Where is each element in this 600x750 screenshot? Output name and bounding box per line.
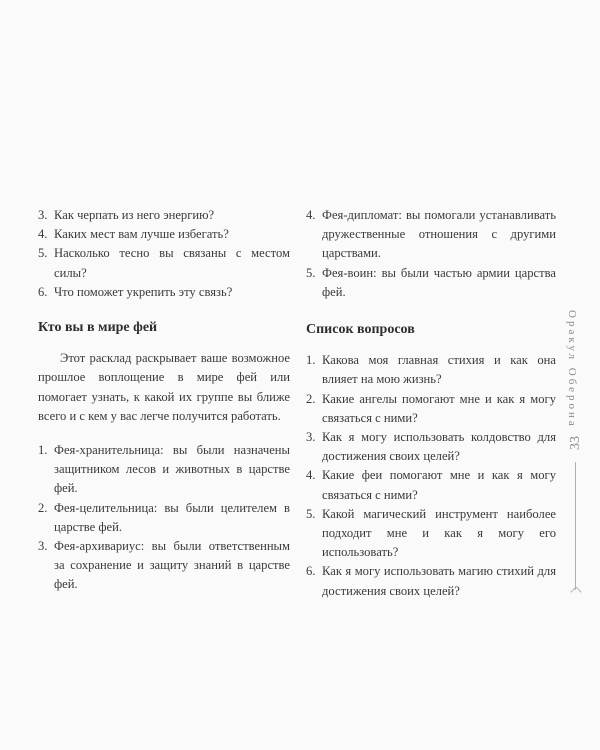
- list-item: [38, 283, 290, 302]
- list-text: Что поможет укрепить эту связь?: [54, 284, 233, 299]
- list-text: Насколько тесно вы связаны с местом силы?: [54, 246, 290, 280]
- list-text: Фея-целительница: вы были целителем в царстве фей.: [54, 500, 290, 534]
- questions-list-continued: [38, 206, 290, 302]
- questions-list: [306, 351, 556, 601]
- list-text: Как я могу использовать магию стихий для достижения своих целей?: [322, 564, 556, 598]
- list-item: [38, 499, 290, 537]
- fae-types-list: [38, 441, 290, 595]
- list-item: [38, 244, 290, 282]
- list-number: 2.: [306, 391, 316, 406]
- list-item: [38, 537, 290, 595]
- list-item: [306, 390, 556, 428]
- list-number: 1.: [38, 443, 48, 458]
- list-number: 6.: [38, 284, 48, 299]
- list-text: Фея-хранительница: вы были назначены защитником лесов и животных в царстве фей.: [54, 443, 290, 496]
- list-number: 3.: [306, 430, 316, 445]
- left-column: [38, 206, 290, 595]
- list-number: 5.: [38, 246, 48, 261]
- list-number: 3.: [38, 208, 48, 222]
- list-text: Фея-воин: вы были частью армии царства фей.: [322, 265, 556, 299]
- section-heading: Список вопросов: [306, 322, 415, 338]
- arrow-icon: [570, 586, 581, 597]
- decorative-line: [575, 462, 576, 590]
- list-number: 3.: [38, 539, 48, 554]
- intro-paragraph: Этот расклад раскрывает ваше возможное прошлое воплощение в мире фей или помогает узнать, к какой их группе вы ближе всего и с кем у вас легче получится работать.: [38, 351, 290, 423]
- list-text: Фея-архивариус: вы были ответственным за сохранение и защиту знаний в царстве фей.: [54, 539, 290, 592]
- list-number: 4.: [38, 227, 48, 242]
- list-item: [306, 505, 556, 563]
- list-item: [38, 225, 290, 244]
- list-item: [306, 562, 556, 600]
- section-heading: Кто вы в мире фей: [38, 320, 158, 336]
- right-column: [306, 206, 556, 601]
- running-title: Оракул Оберона: [566, 310, 578, 429]
- list-text: Какой магический инструмент наиболее подходит мне и как я могу его использовать?: [322, 506, 556, 560]
- list-text: Фея-дипломат: вы помогали устанавливать дружественные отношения с другими царствами.: [322, 208, 556, 261]
- list-text: Как я могу использовать колдовство для достижения своих целей?: [322, 430, 556, 464]
- list-item: [38, 206, 290, 225]
- list-text: Какова моя главная стихия и как она влияет на мою жизнь?: [322, 353, 556, 387]
- list-text: Какие феи помогают мне и как я могу связаться с ними?: [322, 468, 556, 502]
- list-number: 4.: [306, 208, 316, 222]
- list-text: Каких мест вам лучше избегать?: [54, 227, 229, 242]
- list-number: 5.: [306, 265, 316, 280]
- list-number: 1.: [306, 353, 316, 368]
- list-text: Как черпать из него энергию?: [54, 208, 215, 222]
- list-text: Какие ангелы помогают мне и как я могу связаться с ними?: [322, 391, 556, 425]
- list-number: 2.: [38, 500, 48, 515]
- list-item: [306, 428, 556, 466]
- list-item: [306, 466, 556, 504]
- list-item: [306, 206, 556, 264]
- list-item: [306, 351, 556, 389]
- fae-types-list-continued: [306, 206, 556, 302]
- page-number: 33: [568, 436, 583, 450]
- list-item: [38, 441, 290, 499]
- list-item: [306, 264, 556, 302]
- list-number: 6.: [306, 564, 316, 579]
- list-number: 4.: [306, 468, 316, 483]
- list-number: 5.: [306, 506, 316, 521]
